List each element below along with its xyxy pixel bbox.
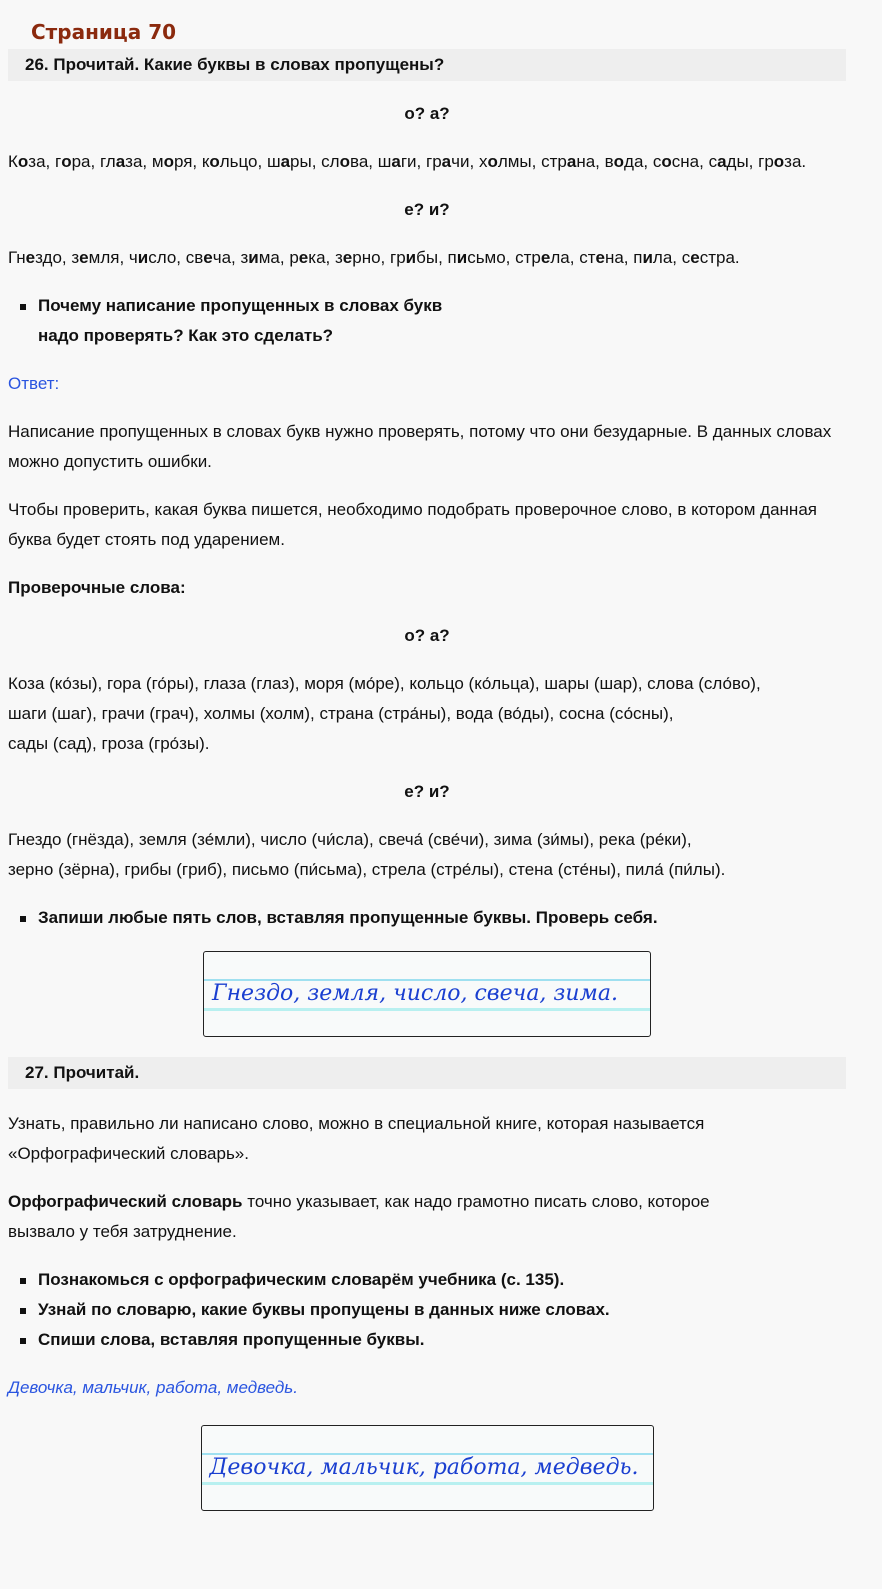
ei-word-list (8, 243, 846, 273)
write-task-list (8, 903, 846, 933)
missing-letter: о (17, 152, 29, 171)
task-27-bullet: Узнай по словарю, какие буквы пропущены в данных ниже словах. (8, 1295, 846, 1325)
word: страна, (541, 152, 605, 171)
missing-letter: и (248, 248, 259, 267)
task-27-intro (8, 1109, 846, 1169)
word: Коза, (8, 152, 55, 171)
word: кольцо, (201, 152, 267, 171)
missing-letter: а (391, 152, 401, 171)
group-oa-label: о? а? (404, 104, 450, 123)
word: гора, (55, 152, 100, 171)
question-list (8, 291, 846, 351)
task-27-heading: 27. Прочитай. (8, 1057, 846, 1089)
missing-letter: о (163, 152, 174, 171)
question-line-1: Почему написание пропущенных в словах букв (38, 296, 443, 315)
dictionary-paragraph (8, 1187, 846, 1247)
dictionary-words: Девочка, мальчик, работа, медведь. (8, 1378, 298, 1397)
missing-letter: о (339, 152, 350, 171)
check-ei-words (8, 825, 846, 885)
word: стрела, (515, 248, 580, 267)
word: слова, (321, 152, 378, 171)
page-title: Страница 70 (31, 20, 177, 44)
check-oa-label: о? а? (404, 626, 450, 645)
answer-paragraph-2: Чтобы проверить, какая буква пишется, необходимо подобрать проверочное слово, в котором данная буква будет стоять под ударением. (8, 500, 817, 549)
check-oa-line-3: сады (сад), гроза (гро́зы). (8, 734, 210, 753)
missing-letter: е (342, 248, 353, 267)
group-ei-label: е? и? (404, 200, 450, 219)
missing-letter: а (441, 152, 452, 171)
check-ei-line-1: Гнездо (гнёзда), земля (зе́мли), число (чи́сла), свеча́ (све́чи), зима (зи́мы), река (ре́ки), (8, 830, 692, 849)
handwriting-image-2 (201, 1425, 654, 1511)
check-words-label: Проверочные слова: (8, 578, 186, 597)
missing-letter: е (25, 248, 36, 267)
write-task-bullet: Запиши любые пять слов, вставляя пропущенные буквы. Проверь себя. (8, 903, 846, 933)
missing-letter: е (298, 248, 309, 267)
check-oa-line-1: Коза (ко́зы), гора (го́ры), глаза (глаз), моря (мо́ре), кольцо (ко́льца), шары (шар), слова (сло́во), (8, 674, 761, 693)
word: шары, (266, 152, 322, 171)
missing-letter: о (661, 152, 672, 171)
missing-letter: а (566, 152, 577, 171)
missing-letter: и (405, 248, 417, 267)
word: гроза. (758, 152, 807, 171)
missing-letter: е (595, 248, 605, 267)
word: пила, (633, 248, 682, 267)
task-26-heading: 26. Прочитай. Какие буквы в словах пропущены? (8, 49, 846, 81)
dictionary-text-1: точно указывает, как надо грамотно писать слово, которое (242, 1192, 710, 1211)
word: моря, (151, 152, 202, 171)
word: грибы, (390, 248, 448, 267)
question-bullet (8, 291, 846, 351)
task-27-bullet: Спиши слова, вставляя пропущенные буквы. (8, 1325, 846, 1355)
word: вода, (604, 152, 653, 171)
word: стена, (579, 248, 634, 267)
answer-paragraph-1: Написание пропущенных в словах букв нужно проверять, потому что они безударные. В данных словах можно допустить ошибки. (8, 422, 832, 471)
intro-line-2: «Орфографический словарь». (8, 1144, 249, 1163)
missing-letter: и (642, 248, 653, 267)
handwritten-answer: Девочка, мальчик, работа, медведь. (209, 1455, 639, 1480)
missing-letter: о (61, 152, 72, 171)
dictionary-text-2: вызвало у тебя затруднение. (8, 1222, 237, 1241)
word: зима, (240, 248, 290, 267)
missing-letter: е (540, 248, 551, 267)
check-oa-line-2: шаги (шаг), грачи (грач), холмы (холм), страна (стра́ны), вода (во́ды), сосна (со́сны), (8, 704, 674, 723)
missing-letter: е (690, 248, 700, 267)
handwriting-image-1 (203, 951, 651, 1037)
handwritten-answer: Гнездо, земля, число, свеча, зима. (212, 981, 618, 1006)
check-ei-label: е? и? (404, 782, 450, 801)
dictionary-term: Орфографический словарь (8, 1192, 243, 1211)
word: зерно, (334, 248, 390, 267)
word: письмо, (447, 248, 516, 267)
word: число, (128, 248, 186, 267)
missing-letter: и (137, 248, 149, 267)
word: сестра. (681, 248, 740, 267)
missing-letter: о (487, 152, 498, 171)
intro-line-1: Узнать, правильно ли написано слово, можно в специальной книге, которая называется (8, 1114, 705, 1133)
missing-letter: о (773, 152, 785, 171)
task-27-list (8, 1265, 846, 1355)
task-27-bullet: Познакомься с орфографическим словарём учебника (с. 135). (8, 1265, 846, 1295)
word: грачи, (426, 152, 479, 171)
oa-word-list (8, 147, 846, 177)
missing-letter: е (79, 248, 89, 267)
word: река, (289, 248, 335, 267)
word: холмы, (478, 152, 542, 171)
missing-letter: а (115, 152, 126, 171)
word: Гнездо, (8, 248, 72, 267)
missing-letter: а (280, 152, 291, 171)
missing-letter: о (613, 152, 625, 171)
check-oa-words (8, 669, 846, 759)
word: свеча, (185, 248, 241, 267)
check-ei-line-2: зерно (зёрна), грибы (гриб), письмо (пи́сьма), стрела (стре́лы), стена (сте́ны), пила́ (пи́лы). (8, 860, 726, 879)
question-line-2: надо проверять? Как это сделать? (38, 326, 334, 345)
word: шаги, (377, 152, 426, 171)
word: сосна, (652, 152, 709, 171)
word: земля, (71, 248, 129, 267)
missing-letter: а (717, 152, 727, 171)
word: глаза, (99, 152, 152, 171)
answer-label: Ответ: (8, 374, 60, 393)
missing-letter: о (209, 152, 220, 171)
word: сады, (708, 152, 759, 171)
missing-letter: и (456, 248, 468, 267)
missing-letter: е (203, 248, 213, 267)
